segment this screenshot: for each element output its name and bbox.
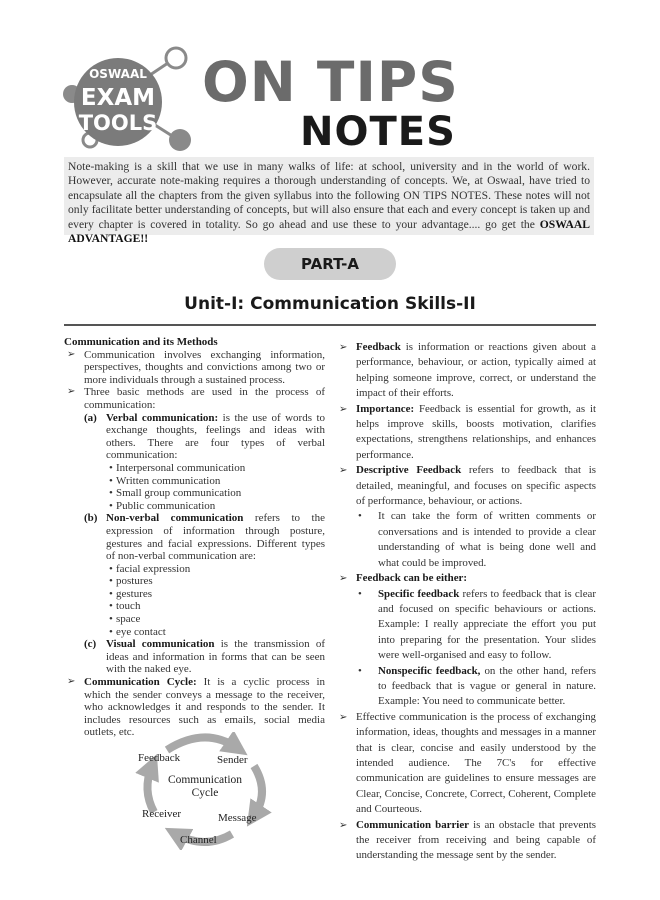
list-item: [336, 340, 596, 402]
list-item-text: postures: [116, 575, 153, 588]
oswaal-exam-tools-logo: [52, 44, 202, 164]
term: Communication barrier: [356, 818, 469, 831]
item-label: (a): [84, 411, 97, 424]
bullet-icon: •: [358, 510, 362, 523]
paragraph-text: Three basic methods are used in the process of communication:: [84, 386, 325, 411]
paragraph-text: It is a cyclic process in which the sender conveys a message to the receiver, who acknowledges it and responds to the sender. It includes resources such as emails, social media outlets, etc.: [84, 676, 325, 739]
section-heading: Communication and its Methods: [64, 336, 218, 348]
list-item: [64, 475, 325, 488]
cycle-arrow-right: [254, 766, 262, 816]
arrow-icon: ➢: [339, 573, 348, 585]
paragraph-text: on the other hand, refers to feedback that is vague or general in nature. Example: You need to communicate better.: [378, 664, 596, 708]
bullet-icon: •: [109, 461, 113, 474]
arrow-icon: ➢: [67, 348, 76, 360]
unit-title-rule: [64, 324, 596, 326]
list-item: [336, 818, 596, 864]
cycle-arrow-top: [167, 737, 237, 750]
list-item: [64, 613, 325, 626]
cycle-center-line1: Communication: [167, 774, 243, 786]
bullet-icon: •: [109, 575, 113, 588]
cycle-center-label: [160, 774, 250, 800]
page-title: ON TIPS: [202, 50, 459, 114]
bullet-icon: •: [109, 600, 113, 613]
term: Importance:: [356, 402, 415, 415]
term: Descriptive Feedback: [356, 464, 462, 477]
cycle-label-receiver: Receiver: [142, 808, 182, 820]
list-item-text: space: [116, 613, 141, 626]
cycle-center-line2: Cycle: [191, 787, 219, 799]
list-item: [336, 571, 596, 586]
bullet-icon: •: [109, 499, 113, 512]
list-item: [336, 710, 596, 818]
item-label: (c): [84, 638, 97, 651]
list-item: [64, 588, 325, 601]
list-item: [64, 600, 325, 613]
arrow-icon: ➢: [67, 676, 76, 688]
intro-box: [64, 157, 594, 246]
arrow-icon: ➢: [339, 403, 348, 415]
paragraph-text: is the use of words to exchange thoughts, feelings and ideas with others. There are four types of verbal communication:: [106, 411, 325, 462]
list-item-text: Written communication: [116, 474, 221, 487]
item-label: (b): [84, 512, 98, 525]
paragraph-text: Feedback is essential for growth, as it helps improve skills, boosts motivation, clarifies expectations, strengthens relationships, and enhances performance.: [356, 402, 596, 461]
list-item-text: touch: [116, 600, 141, 613]
list-item: [64, 626, 325, 639]
list-item: [64, 563, 325, 576]
paragraph-text: is an obstacle that prevents the receiver from receiving and being capable of understanding the message sent by the sender.: [356, 818, 596, 862]
term: Visual communication: [106, 638, 215, 651]
bullet-icon: •: [109, 587, 113, 600]
term: Non-verbal communication: [106, 512, 244, 525]
list-item-text: facial expression: [116, 562, 191, 575]
cycle-label-message: Message: [218, 812, 257, 824]
list-item: [64, 487, 325, 500]
cycle-arrow-left: [147, 766, 154, 812]
list-item: [64, 676, 325, 739]
term: Verbal communication:: [106, 411, 219, 424]
arrow-icon: ➢: [339, 711, 348, 723]
cycle-label-sender: Sender: [217, 754, 248, 766]
list-item: [64, 500, 325, 513]
bullet-icon: •: [109, 613, 113, 626]
unit-title: Unit-I: Communication Skills-II: [184, 294, 476, 314]
list-item: [336, 402, 596, 464]
term: Communication Cycle:: [84, 676, 197, 689]
bullet-icon: •: [358, 587, 362, 600]
list-item: [336, 463, 596, 509]
page-subtitle: NOTES: [300, 109, 456, 155]
list-item: [336, 509, 596, 571]
paragraph-text: refers to feedback that is clear and focused on specific behaviours or actions. Example: I really appreciate the effort you put into preparing for the presentation. Your slides were well-organised and easy to follow.: [378, 587, 597, 662]
bullet-icon: •: [358, 664, 362, 677]
cycle-label-feedback: Feedback: [138, 752, 181, 764]
term: Feedback can be either:: [356, 572, 468, 585]
list-item-text: Public communication: [116, 499, 216, 512]
paragraph-text: Communication involves exchanging information, perspectives, thoughts and convictions among two or more individuals through a sustained process.: [84, 348, 325, 386]
right-column: [336, 340, 596, 864]
arrow-icon: ➢: [67, 386, 76, 398]
cycle-label-channel: Channel: [180, 834, 217, 846]
left-column: [64, 336, 325, 739]
paragraph-text: Effective communication is the process of exchanging information, ideas, thoughts and messages in a manner that is clear, concise and easily understood by the intended audience. The 7C's for effective communication are guidelines to ensure messages are Clear, Concise, Concrete, Correct, Coherent, Complete and Courteous.: [356, 710, 596, 816]
paragraph-text: is the transmission of ideas and information in forms that can be seen with the naked eye.: [106, 638, 325, 676]
method-verbal: [64, 412, 325, 462]
list-item-text: eye contact: [116, 625, 166, 638]
logo-text-exam: EXAM: [80, 85, 156, 111]
term: Specific feedback: [378, 587, 460, 600]
list-item-text: Interpersonal communication: [116, 461, 246, 474]
list-item-text: gestures: [116, 587, 153, 600]
method-visual: [64, 638, 325, 676]
bullet-icon: •: [109, 625, 113, 638]
method-non-verbal: [64, 512, 325, 562]
list-item: [64, 575, 325, 588]
arrow-icon: ➢: [339, 342, 348, 353]
logo-text-tools: TOOLS: [78, 111, 158, 135]
arrow-icon: ➢: [339, 465, 348, 477]
list-item-text: Small group communication: [116, 487, 242, 500]
paragraph-text: refers to the expression of information through posture, gestures and facial expressions. Different types of non-verbal communication are:: [106, 512, 325, 563]
paragraph-text: It can take the form of written comments or conversations and is intended to provide a clear understanding of what is being done well and what could be improved.: [378, 510, 596, 569]
bullet-icon: •: [109, 562, 113, 575]
bullet-icon: •: [109, 474, 113, 487]
paragraph-text: is information or reactions given about a performance, behaviour, or action, typically aimed at helping someone improve, correct, or understand the impact of their efforts.: [356, 341, 596, 400]
part-label: PART-A: [264, 248, 396, 280]
list-item: [64, 462, 325, 475]
list-item: [64, 349, 325, 387]
list-item: [64, 386, 325, 411]
list-item: [336, 664, 596, 710]
paragraph-text: refers to feedback that is detailed, meaningful, and focuses on specific aspects of performance, behaviour, or actions.: [356, 464, 596, 508]
term: Feedback: [356, 341, 401, 353]
term: Nonspecific feedback,: [378, 664, 481, 677]
list-item: [336, 587, 596, 664]
arrow-icon: ➢: [339, 819, 348, 831]
bullet-icon: •: [109, 487, 113, 500]
logo-text-oswaal: OSWAAL: [89, 67, 147, 81]
intro-text: Note-making is a skill that we use in many walks of life: at school, university and in the world of work. However, accurate note-making requires a thorough understanding of concepts. We, at Oswaal, have tried to encapsulate all the chapters from the given syllabus into the following ON TIPS NOTES. These notes will not only facilitate better understanding of concepts, but will also ensure that each and every concept is taken up and every chapter is covered in totality. So go ahead and use these to your advantage.... go get the: [68, 160, 590, 231]
intro-emphasis: OSWAAL ADVANTAGE!!: [68, 217, 590, 246]
